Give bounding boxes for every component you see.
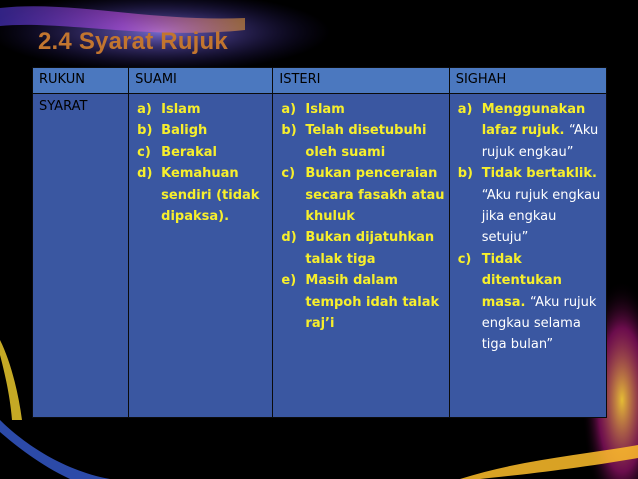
item-quote: “Aku rujuk engkau jika engkau setuju” [481, 187, 601, 246]
item-marker: c) [281, 166, 296, 182]
table-header-row [33, 68, 607, 94]
item-marker: c) [457, 251, 472, 267]
list-item [279, 163, 444, 227]
item-marker: c) [137, 144, 151, 160]
item-text: Tidak bertaklik. [481, 166, 597, 182]
list-item [279, 99, 444, 120]
header-rukun: RUKUN [33, 68, 129, 94]
list-item [456, 99, 602, 163]
item-quote: “Aku rujuk engkau” [481, 123, 599, 160]
cell-sighah [449, 94, 606, 418]
item-marker: a) [281, 102, 297, 117]
item-text: Tidak ditentukan masa. [481, 251, 562, 310]
item-marker: b) [281, 123, 297, 139]
table-row-syarat [33, 94, 607, 418]
item-text: Islam [305, 102, 345, 117]
header-isteri: ISTERI [273, 68, 449, 94]
syarat-rujuk-table [32, 67, 607, 418]
list-item [135, 142, 268, 163]
header-suami: SUAMI [129, 68, 273, 94]
swoosh-bottom-left [0, 340, 22, 420]
list-item [135, 163, 268, 227]
item-marker: e) [281, 273, 297, 289]
item-quote: “Aku rujuk engkau selama tiga bulan” [481, 294, 597, 353]
row-label-syarat: SYARAT [33, 94, 129, 418]
cell-isteri [273, 94, 449, 418]
list-item [279, 120, 444, 163]
list-item [456, 249, 602, 356]
item-marker: b) [137, 123, 153, 139]
item-text: Islam [161, 102, 201, 117]
item-marker: a) [137, 102, 152, 117]
list-item [279, 227, 444, 270]
cell-suami [129, 94, 273, 418]
list-item [279, 270, 444, 334]
list-item [135, 99, 268, 120]
item-marker: b) [457, 166, 473, 182]
item-marker: d) [281, 230, 297, 246]
list-isteri [279, 99, 444, 334]
item-text: Masih dalam tempoh idah talak raj’i [305, 273, 440, 332]
item-text: Telah disetubuhi oleh suami [305, 123, 427, 160]
item-text: Menggunakan lafaz rujuk. [481, 102, 586, 139]
item-marker: a) [457, 102, 473, 117]
list-sighah [456, 99, 602, 356]
header-sighah: SIGHAH [449, 68, 606, 94]
swoosh-bottom-blue [0, 420, 110, 479]
item-text: Baligh [161, 123, 208, 139]
list-suami [135, 99, 268, 227]
item-text: Berakal [161, 144, 217, 160]
item-text: Bukan penceraian secara fasakh atau khuluk [305, 166, 445, 225]
item-marker: d) [137, 166, 153, 182]
item-text: Bukan dijatuhkan talak tiga [305, 230, 435, 267]
list-item [135, 120, 268, 141]
item-text: Kemahuan sendiri (tidak dipaksa). [161, 166, 260, 225]
page-title: 2.4 Syarat Rujuk [38, 28, 228, 55]
list-item [456, 163, 602, 249]
